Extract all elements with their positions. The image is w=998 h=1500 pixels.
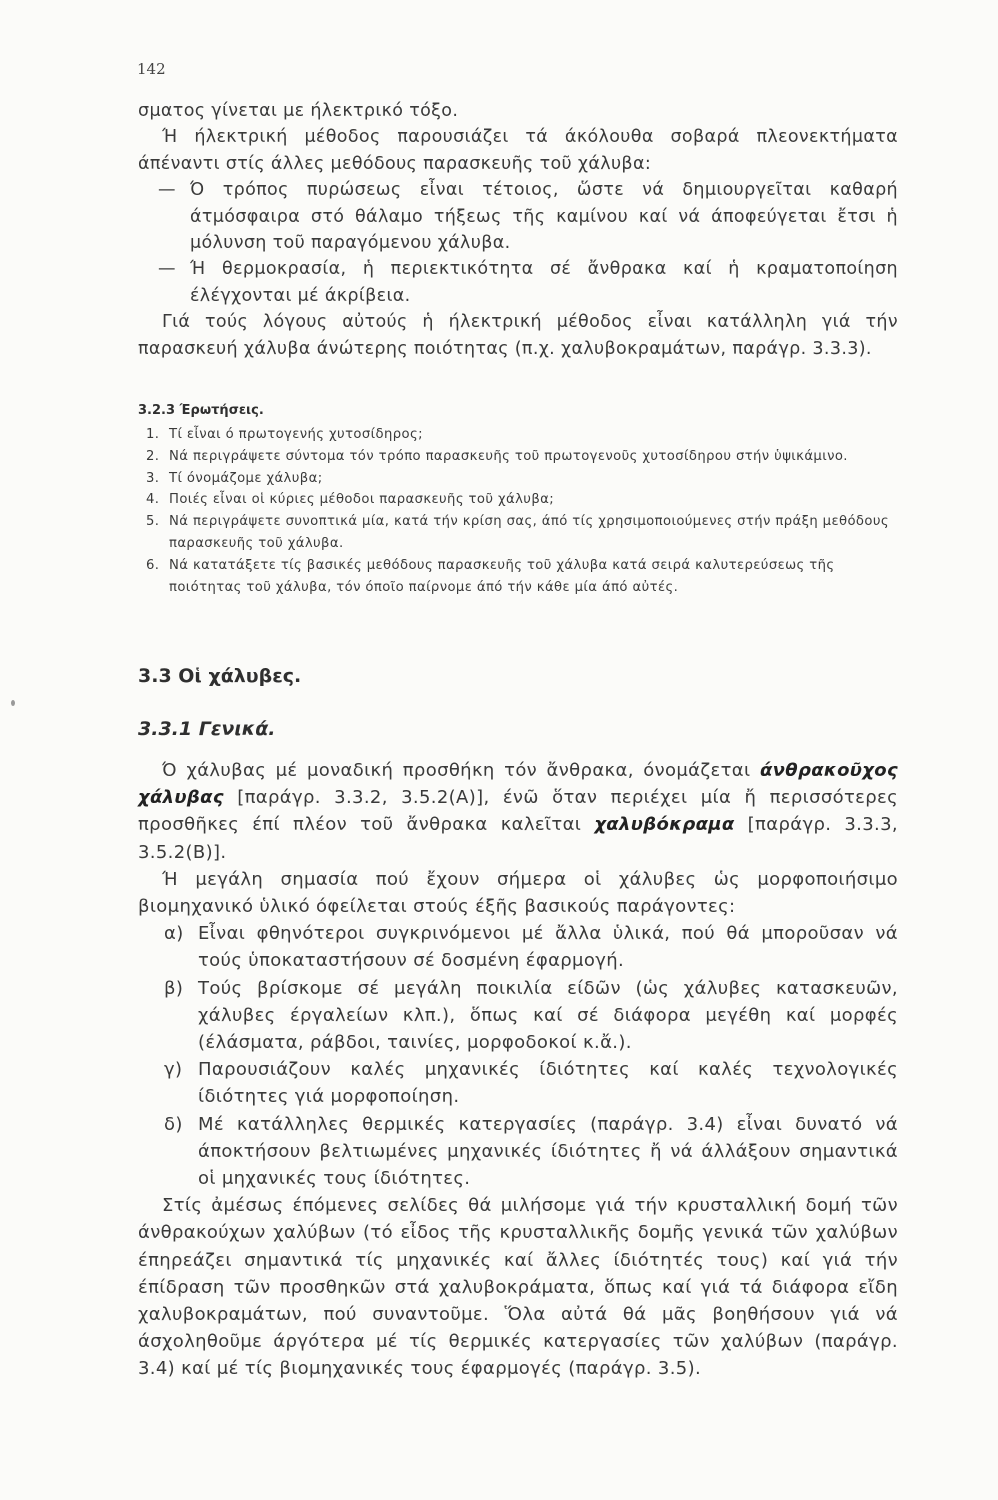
dash-item: — Ή θερμοκρασία, ἡ περιεκτικότητα σέ ἄνθρακα καί ἡ κραματοποίηση έλέγχονται μέ άκρίβεια. [138, 256, 898, 309]
question-item: 3. Τί όνομάζομε χάλυβα; [146, 470, 323, 486]
list-item: δ) Μέ κατάλληλες θερμικές κατεργασίες (παράγρ. 3.4) εἶναι δυνατό νά άποκτήσουν βελτιωμένες μηχανικές ίδιότητες ἤ νά άλλάξουν σημαντικά οἱ μηχανικές τους ίδιότητες. [164, 1113, 898, 1190]
page-number: 142 [137, 60, 166, 78]
paragraph: Στίς ἀμέσως έπόμενες σελίδες θά μιλήσομε γιά τήν κρυσταλλική δομή τῶν άνθρακούχων χαλύβων (τό εἶδος τῆς κρυσταλλικῆς δομῆς γενικά τῶν χαλύβων έπηρεάζει σημαντικά τίς μηχανικές καί ἄλλες ίδιότητές τους) καί γιά τήν έπίδραση τῶν προσθηκῶν στά χαλυβοκράματα, ὅπως καί γιά τά διάφορα εἴδη χαλυβοκραμάτων, πού συναντοῦμε. Ὅλα αὐτά θά μᾶς βοηθήσουν γιά νά άσχοληθοῦμε άργότερα μέ τίς θερμικές κατεργασίες τῶν χαλύβων (παράγρ. 3.4) καί μέ τίς βιομηχανικές τους έφαρμογές (παράγρ. 3.5). [138, 1195, 898, 1380]
dash-item: — Ό τρόπος πυρώσεως εἶναι τέτοιος, ὥστε νά δημιουργεῖται καθαρή άτμόσφαιρα στό θάλαμο τήξεως τῆς καμίνου καί νά άποφεύγεται ἔτσι ἡ μόλυνση τοῦ παραγόμενου χάλυβα. [138, 177, 898, 256]
term-carbon-steel: άνθρακοῦχος χάλυβας [138, 760, 898, 809]
section-heading-3-3: 3.3 Οἱ χάλυβες. [138, 665, 302, 687]
term-alloy-steel: χαλυβόκραμα [594, 814, 735, 836]
question-item: 5. Νά περιγράψετε συνοπτικά μία, κατά τήν κρίση σας, άπό τίς χρησιμοποιούμενες στήν πράξη μεθόδους παρασκευῆς τοῦ χάλυβα. [146, 514, 890, 551]
intro-line: σματος γίνεται με ήλεκτρικό τόξο. [138, 101, 459, 121]
question-item: 2. Νά περιγράψετε σύντομα τόν τρόπο παρασκευῆς τοῦ πρωτογενοῦς χυτοσίδηρου στήν ὑψικάμινο. [146, 448, 848, 464]
intro-block [138, 98, 898, 362]
list-item: γ) Παρουσιάζουν καλές μηχανικές ίδιότητες καί καλές τεχνολογικές ίδιότητες γιά μορφοποίηση. [164, 1059, 898, 1108]
questions-list [138, 424, 898, 598]
questions-heading: 3.2.3 Έρωτήσεις. [138, 403, 264, 418]
dash-item-text: Ό τρόπος πυρώσεως εἶναι τέτοιος, ὥστε νά δημιουργεῖται καθαρή άτμόσφαιρα στό θάλαμο τήξεως τῆς καμίνου καί νά άποφεύγεται ἔτσι ἡ μόλυνση τοῦ παραγόμενου χάλυβα. [190, 180, 898, 254]
list-item: α) Εἶναι φθηνότεροι συγκρινόμενοι μέ ἄλλα ὑλικά, πού θά μποροῦσαν νά τούς ὑποκαταστήσουν σέ δοσμένη έφαρμογή. [164, 923, 898, 972]
paragraph: Ή μεγάλη σημασία πού ἔχουν σήμερα οἱ χάλυβες ὡς μορφοποιήσιμο βιομηχανικό ὑλικό όφείλεται στούς έξῆς βασικούς παράγοντες: [138, 868, 898, 918]
section-heading-3-3-1: 3.3.1 Γενικά. [138, 718, 276, 740]
paragraph: Ή ήλεκτρική μέθοδος παρουσιάζει τά άκόλουθα σοβαρά πλεονεκτήματα άπέναντι στίς άλλες μεθόδους παρασκευῆς τοῦ χάλυβα: [138, 127, 898, 174]
scan-speck [11, 700, 15, 706]
question-item: 6. Νά κατατάξετε τίς βασικές μεθόδους παρασκευῆς τοῦ χάλυβα κατά σειρά καλυτερεύσεως τῆς ποιότητας τοῦ χάλυβα, τόν όποῖο παίρνομε άπό τήν κάθε μία άπό αὐτές. [146, 557, 835, 595]
question-item: 4. Ποιές εἶναι οἱ κύριες μέθοδοι παρασκευῆς τοῦ χάλυβα; [146, 492, 555, 508]
paragraph: Ό χάλυβας μέ μοναδική προσθήκη τόν ἄνθρακα, όνομάζεται άνθρακοῦχος χάλυβας [παράγρ. 3.3.2, 3.5.2(Α)], ένῶ ὅταν περιέχει μία ἤ περισσότερες προσθῆκες έπί πλέον τοῦ ἄνθρακα καλεῖται χαλυβόκραμα [παράγρ. 3.3.3, 3.5.2(Β)]. [138, 760, 898, 863]
general-block [138, 757, 898, 1383]
question-item: 1. Τί εἶναι ό πρωτογενής χυτοσίδηρος; [146, 427, 423, 442]
paragraph: Γιά τούς λόγους αὐτούς ἡ ήλεκτρική μέθοδος εἶναι κατάλληλη γιά τήν παρασκευή χάλυβα άνώτερης ποιότητας (π.χ. χαλυβοκραμάτων, παράγρ. 3.3.3). [138, 312, 898, 359]
list-item: β) Τούς βρίσκομε σέ μεγάλη ποικιλία είδῶν (ὡς χάλυβες κατασκευῶν, χάλυβες έργαλείων κλπ.), ὅπως καί σέ διάφορα μεγέθη καί μορφές (έλάσματα, ράβδοι, ταινίες, μορφοδοκοί κ.ἄ.). [164, 977, 898, 1054]
dash-item-text: Ή θερμοκρασία, ἡ περιεκτικότητα σέ ἄνθρακα καί ἡ κραματοποίηση έλέγχονται μέ άκρίβεια. [190, 259, 898, 306]
